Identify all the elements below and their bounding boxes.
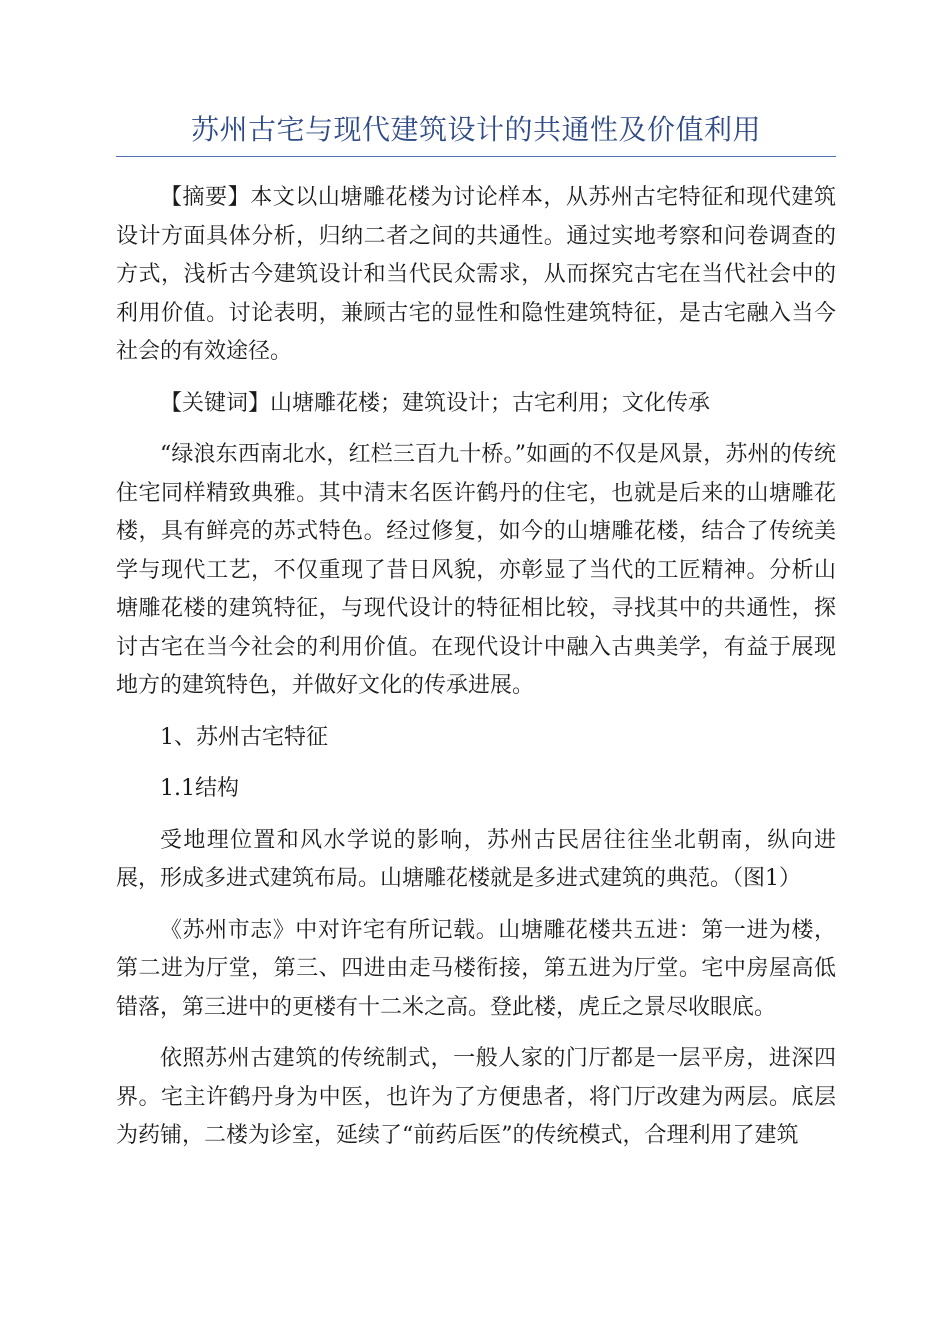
section-heading: 1、苏州古宅特征 <box>160 724 328 750</box>
intro-paragraph: “绿浪东西南北水，红栏三百九十桥。”如画的不仅是风景，苏州的传统住宅同样精致典雅。其中清末名医许鹤丹的住宅，也就是后来的山塘雕花楼，具有鲜亮的苏式特色。经过修复，如今的山塘雕花楼，结合了传统美学与现代工艺，不仅重现了昔日风貌，亦彰显了当代的工匠精神。分析山塘雕花楼的建筑特征，与现代设计的特征相比较，寻找其中的共通性，探讨古宅在当今社会的利用价值。在现代设计中融入古典美学，有益于展现地方的建筑特色，并做好文化的传承进展。 <box>116 442 836 698</box>
body-paragraph: 依照苏州古建筑的传统制式，一般人家的门厅都是一层平房，进深四界。宅主许鹤丹身为中医，也许为了方便患者，将门厅改建为两层。底层为药铺，二楼为诊室，延续了“前药后医”的传统模式，合理利用了建筑 <box>116 1046 836 1148</box>
keywords-paragraph: 【关键词】山塘雕花楼；建筑设计；古宅利用；文化传承 <box>160 390 711 416</box>
subsection-heading: 1.1结构 <box>160 776 239 801</box>
body-paragraph: 受地理位置和风水学说的影响，苏州古民居往往坐北朝南，纵向进展，形成多进式建筑布局。山塘雕花楼就是多进式建筑的典范。（图1） <box>116 827 836 891</box>
document-title: 苏州古宅与现代建筑设计的共通性及价值利用 <box>116 108 836 157</box>
abstract-paragraph: 【摘要】本文以山塘雕花楼为讨论样本，从苏州古宅特征和现代建筑设计方面具体分析，归纳二者之间的共通性。通过实地考察和问卷调查的方式，浅析古今建筑设计和当代民众需求，从而探究古宅在当代社会中的利用价值。讨论表明，兼顾古宅的显性和隐性建筑特征，是古宅融入当今社会的有效途径。 <box>116 185 836 364</box>
document-page <box>116 108 836 1169</box>
body-paragraph: 《苏州市志》中对许宅有所记载。山塘雕花楼共五进：第一进为楼，第二进为厅堂，第三、四进由走马楼衔接，第五进为厅堂。宅中房屋高低错落，第三进中的更楼有十二米之高。登此楼，虎丘之景尽收眼底。 <box>116 917 836 1020</box>
document-body <box>116 179 836 1156</box>
